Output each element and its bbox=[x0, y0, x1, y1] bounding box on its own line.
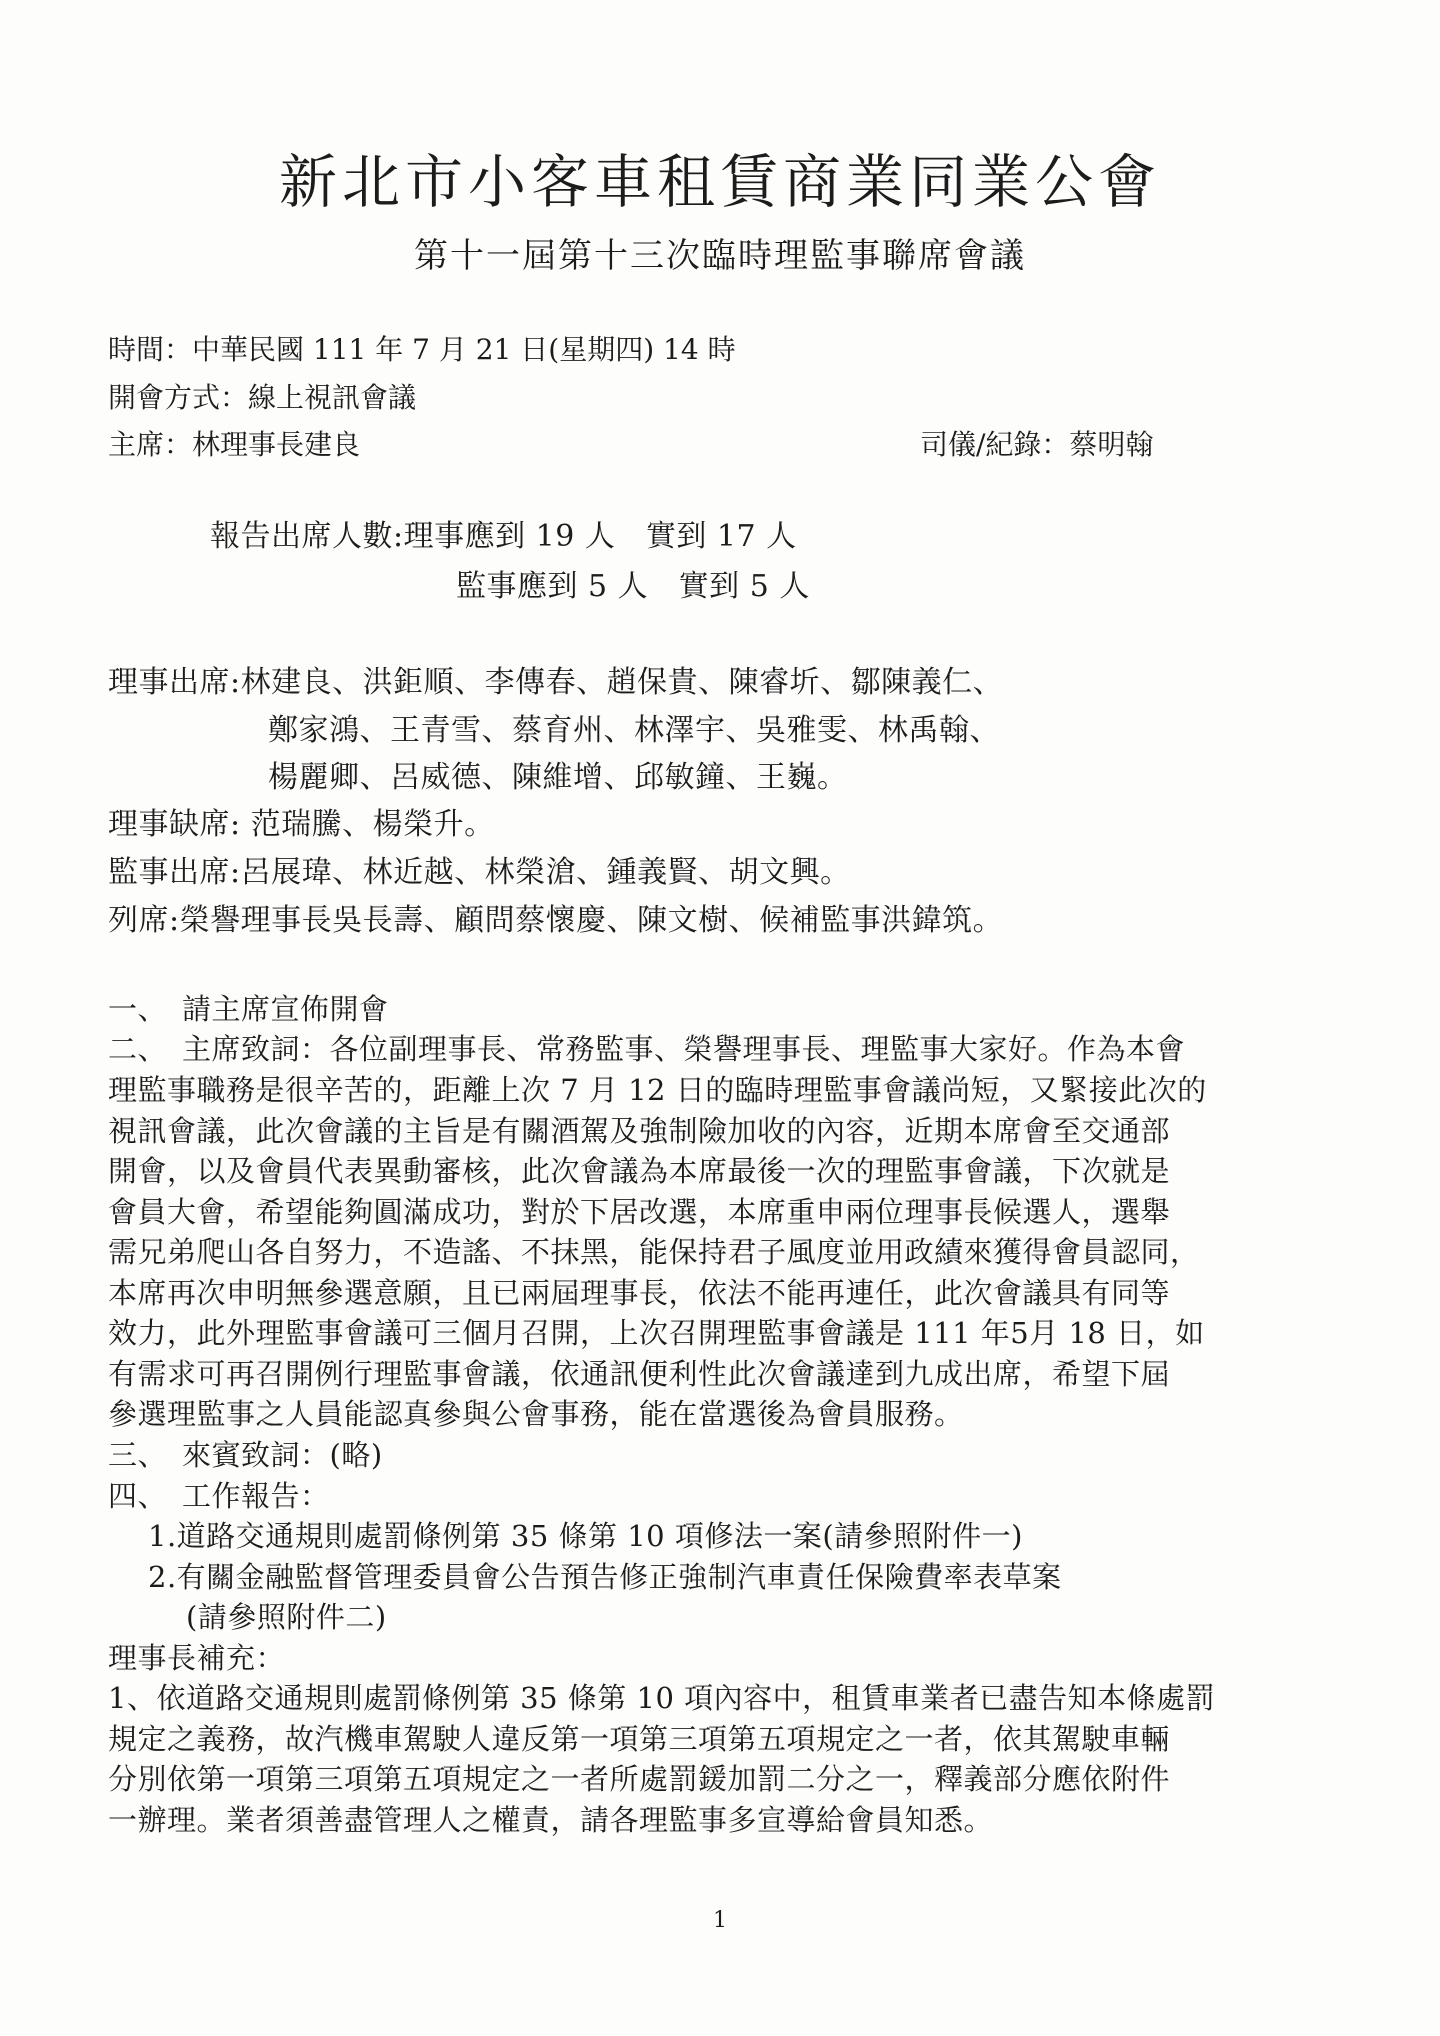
agenda-item-2-line: 需兄弟爬山各自努力，不造謠、不抹黑，能保持君子風度並用政績來獲得會員認同， bbox=[108, 1235, 1200, 1269]
work-report-2-line-1: 2.有關金融監督管理委員會公告預告修正強制汽車責任保險費率表草案 bbox=[148, 1560, 1062, 1594]
directors-present-line-1: 理事出席:林建良、洪鉅順、李傳春、趙保貴、陳睿圻、鄒陳義仁、 bbox=[108, 665, 1004, 700]
agenda-item-2-line: 本席再次申明無參選意願，且已兩屆理事長，依法不能再連任，此次會議具有同等 bbox=[108, 1276, 1171, 1310]
agenda-item-2-line: 理監事職務是很辛苦的，距離上次 7 月 12 日的臨時理監事會議尚短，又緊接此次的 bbox=[108, 1073, 1207, 1107]
work-report-2-line-2: (請參照附件二) bbox=[186, 1600, 387, 1634]
directors-absent: 理事缺席: 范瑞騰、楊榮升。 bbox=[108, 807, 495, 842]
agenda-item-2-line: 二、 主席致詞：各位副理事長、常務監事、榮譽理事長、理監事大家好。作為本會 bbox=[108, 1032, 1186, 1066]
agenda-item-2-line: 視訊會議，此次會議的主旨是有關酒駕及強制險加收的內容，近期本席會至交通部 bbox=[108, 1114, 1171, 1148]
meeting-time: 時間：中華民國 111 年 7 月 21 日(星期四) 14 時 bbox=[108, 333, 736, 366]
supplement-line: 分別依第一項第三項第五項規定之一者所處罰鍰加罰二分之一，釋義部分應依附件 bbox=[108, 1762, 1171, 1796]
meeting-method: 開會方式：線上視訊會議 bbox=[108, 381, 417, 414]
supervisors-present: 監事出席:呂展瑋、林近越、林榮滄、鍾義賢、胡文興。 bbox=[108, 855, 851, 890]
work-report-1: 1.道路交通規則處罰條例第 35 條第 10 項修法一案(請參照附件一) bbox=[148, 1519, 1023, 1553]
observers: 列席:榮譽理事長吳長壽、顧問蔡懷慶、陳文樹、候補監事洪鍏筑。 bbox=[108, 903, 1004, 938]
supplement-heading: 理事長補充： bbox=[108, 1641, 286, 1675]
agenda-item-2-line: 會員大會，希望能夠圓滿成功，對於下居改選，本席重申兩位理事長候選人，選舉 bbox=[108, 1195, 1171, 1229]
directors-present-line-3: 楊麗卿、呂威德、陳維增、邱敏鐘、王巍。 bbox=[268, 760, 848, 795]
supplement-line: 一辦理。業者須善盡管理人之權責，請各理監事多宣導給會員知悉。 bbox=[108, 1803, 994, 1837]
meeting-subtitle: 第十一屆第十三次臨時理監事聯席會議 bbox=[414, 236, 1026, 276]
agenda-item-4: 四、 工作報告： bbox=[108, 1479, 330, 1513]
supplement-line: 1、依道路交通規則處罰條例第 35 條第 10 項內容中，租賃車業者已盡告知本條處罰 bbox=[108, 1681, 1216, 1715]
agenda-item-1: 一、 請主席宣佈開會 bbox=[108, 992, 389, 1026]
supplement-line: 規定之義務，故汽機車駕駛人違反第一項第三項第五項規定之一者，依其駕駛車輛 bbox=[108, 1722, 1171, 1756]
agenda-item-2-line: 參選理監事之人員能認真參與公會事務，能在當選後為會員服務。 bbox=[108, 1397, 964, 1431]
meeting-recorder: 司儀/紀錄：蔡明翰 bbox=[920, 428, 1154, 461]
page-number: 1 bbox=[713, 1908, 727, 1933]
document-title: 新北市小客車租賃商業同業公會 bbox=[278, 148, 1161, 216]
agenda-item-2-line: 有需求可再召開例行理監事會議，依通訊便利性此次會議達到九成出席，希望下屆 bbox=[108, 1357, 1171, 1391]
meeting-chair: 主席：林理事長建良 bbox=[108, 428, 361, 461]
supervisors-attendance-count: 監事應到 5 人 實到 5 人 bbox=[456, 569, 810, 604]
agenda-item-2-line: 開會，以及會員代表異動審核，此次會議為本席最後一次的理監事會議，下次就是 bbox=[108, 1154, 1171, 1188]
agenda-item-3: 三、 來賓致詞：(略) bbox=[108, 1438, 383, 1472]
directors-attendance-count: 報告出席人數:理事應到 19 人 實到 17 人 bbox=[210, 519, 797, 554]
directors-present-line-2: 鄭家鴻、王青雪、蔡育州、林澤宇、吳雅雯、林禹翰、 bbox=[268, 713, 1000, 748]
agenda-item-2-line: 效力，此外理監事會議可三個月召開，上次召開理監事會議是 111 年5月 18 日，如 bbox=[108, 1316, 1205, 1350]
